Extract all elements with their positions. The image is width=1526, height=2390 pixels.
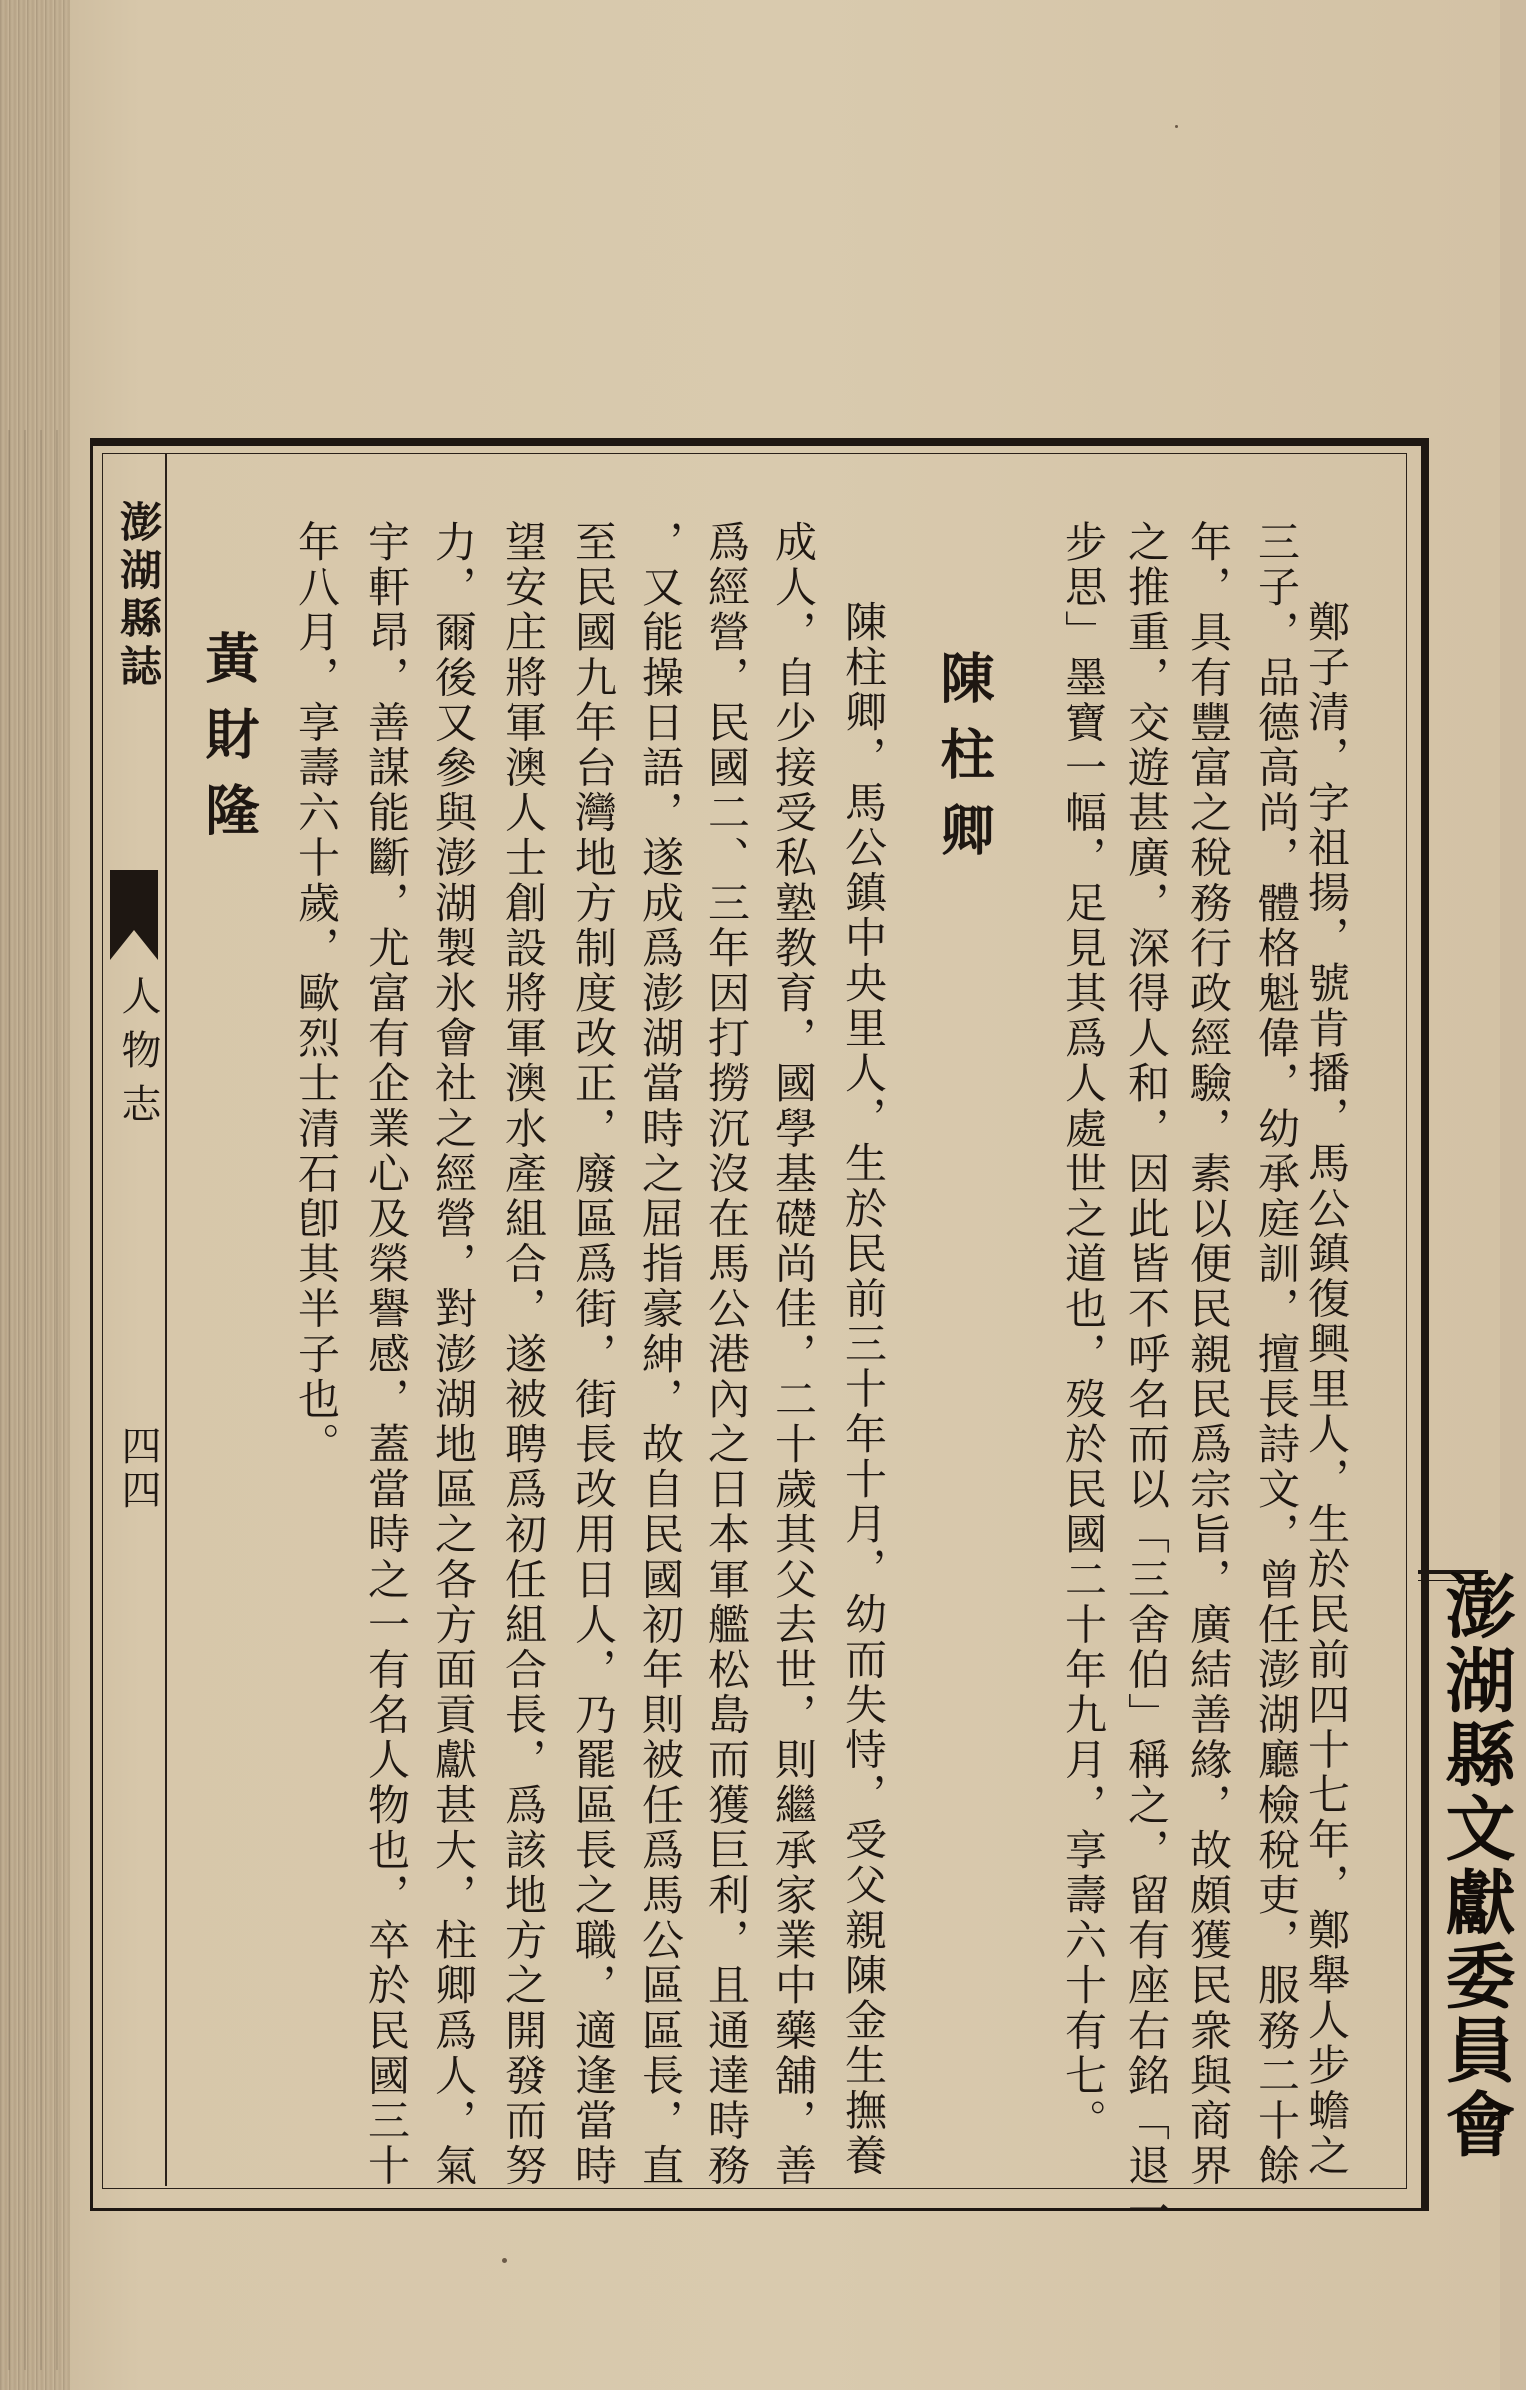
entry-0-column-1: 三子，品德高尚，體格魁偉，幼承庭訓，擅長詩文，曾任澎湖廳檢稅吏，服務二十餘 — [1252, 520, 1301, 2189]
paper-speck — [502, 2258, 507, 2263]
entry-0-column-2: 年，具有豐富之稅務行政經驗，素以便民親民爲宗旨，廣結善緣，故頗獲民衆與商界 — [1184, 520, 1233, 2189]
entry-0-column-0: 鄭子清，字祖揚，號肯播，馬公鎮復興里人，生於民前四十七年，鄭舉人步蟾之 — [1302, 600, 1351, 2179]
section-title: 人物志 — [115, 975, 161, 1137]
entry-1-column-5: 望安庄將軍澳人士創設將軍澳水產組合，遂被聘爲初任組合長，爲該地方之開發而努 — [499, 520, 548, 2189]
entry-0-column-3: 之推重，交遊甚廣，深得人和，因此皆不呼名而以「三舍伯」稱之，留有座右銘「退一 — [1122, 520, 1171, 2234]
entry-1-column-8: 年八月，享壽六十歲，歐烈士清石卽其半子也。 — [292, 520, 341, 1468]
publisher-imprint: 澎湖縣文獻委員會 — [1434, 1570, 1516, 2162]
book-title: 澎湖縣誌 — [114, 500, 163, 692]
entry-0-column-4: 步思」墨寶一幅，足見其爲人處世之道也，歿於民國二十年九月，享壽六十有七。 — [1059, 520, 1108, 2144]
entry-1-column-7: 宇軒昂，善謀能斷，尤富有企業心及榮譽感，蓋當時之一有名人物也，卒於民國三十 — [362, 520, 411, 2189]
entry-1-column-4: 至民國九年台灣地方制度改正，廢區爲街，街長改用日人，乃罷區長之職，適逢當時 — [569, 520, 618, 2189]
entry-2-name: 黃財隆 — [197, 630, 260, 858]
margin-chevron-icon — [110, 870, 158, 960]
page-number: 四四 — [115, 1425, 161, 1513]
entry-1-column-1: 成人，自少接受私塾教育，國學基礎尚佳，二十歲其父去世，則繼承家業中藥舖，善 — [769, 520, 818, 2189]
entry-1-column-2: 爲經營，民國二、三年因打撈沉沒在馬公港內之日本軍艦松島而獲巨利，且通達時務 — [702, 520, 751, 2189]
entry-1-column-3: ，又能操日語，遂成爲澎湖當時之屈指豪紳，故自民國初年則被任爲馬公區區長，直 — [636, 520, 685, 2189]
entry-1-name: 陳柱卿 — [932, 650, 995, 878]
paper-speck — [1175, 125, 1178, 128]
entry-1-column-6: 力，爾後又參與澎湖製氷會社之經營，對澎湖地區之各方面貢獻甚大，柱卿爲人，氣 — [429, 520, 478, 2189]
entry-1-column-0: 陳柱卿，馬公鎮中央里人，生於民前三十年十月，幼而失恃，受父親陳金生撫養 — [839, 600, 888, 2179]
margin-rule — [165, 454, 167, 2186]
page-stack-marks — [0, 430, 66, 2370]
